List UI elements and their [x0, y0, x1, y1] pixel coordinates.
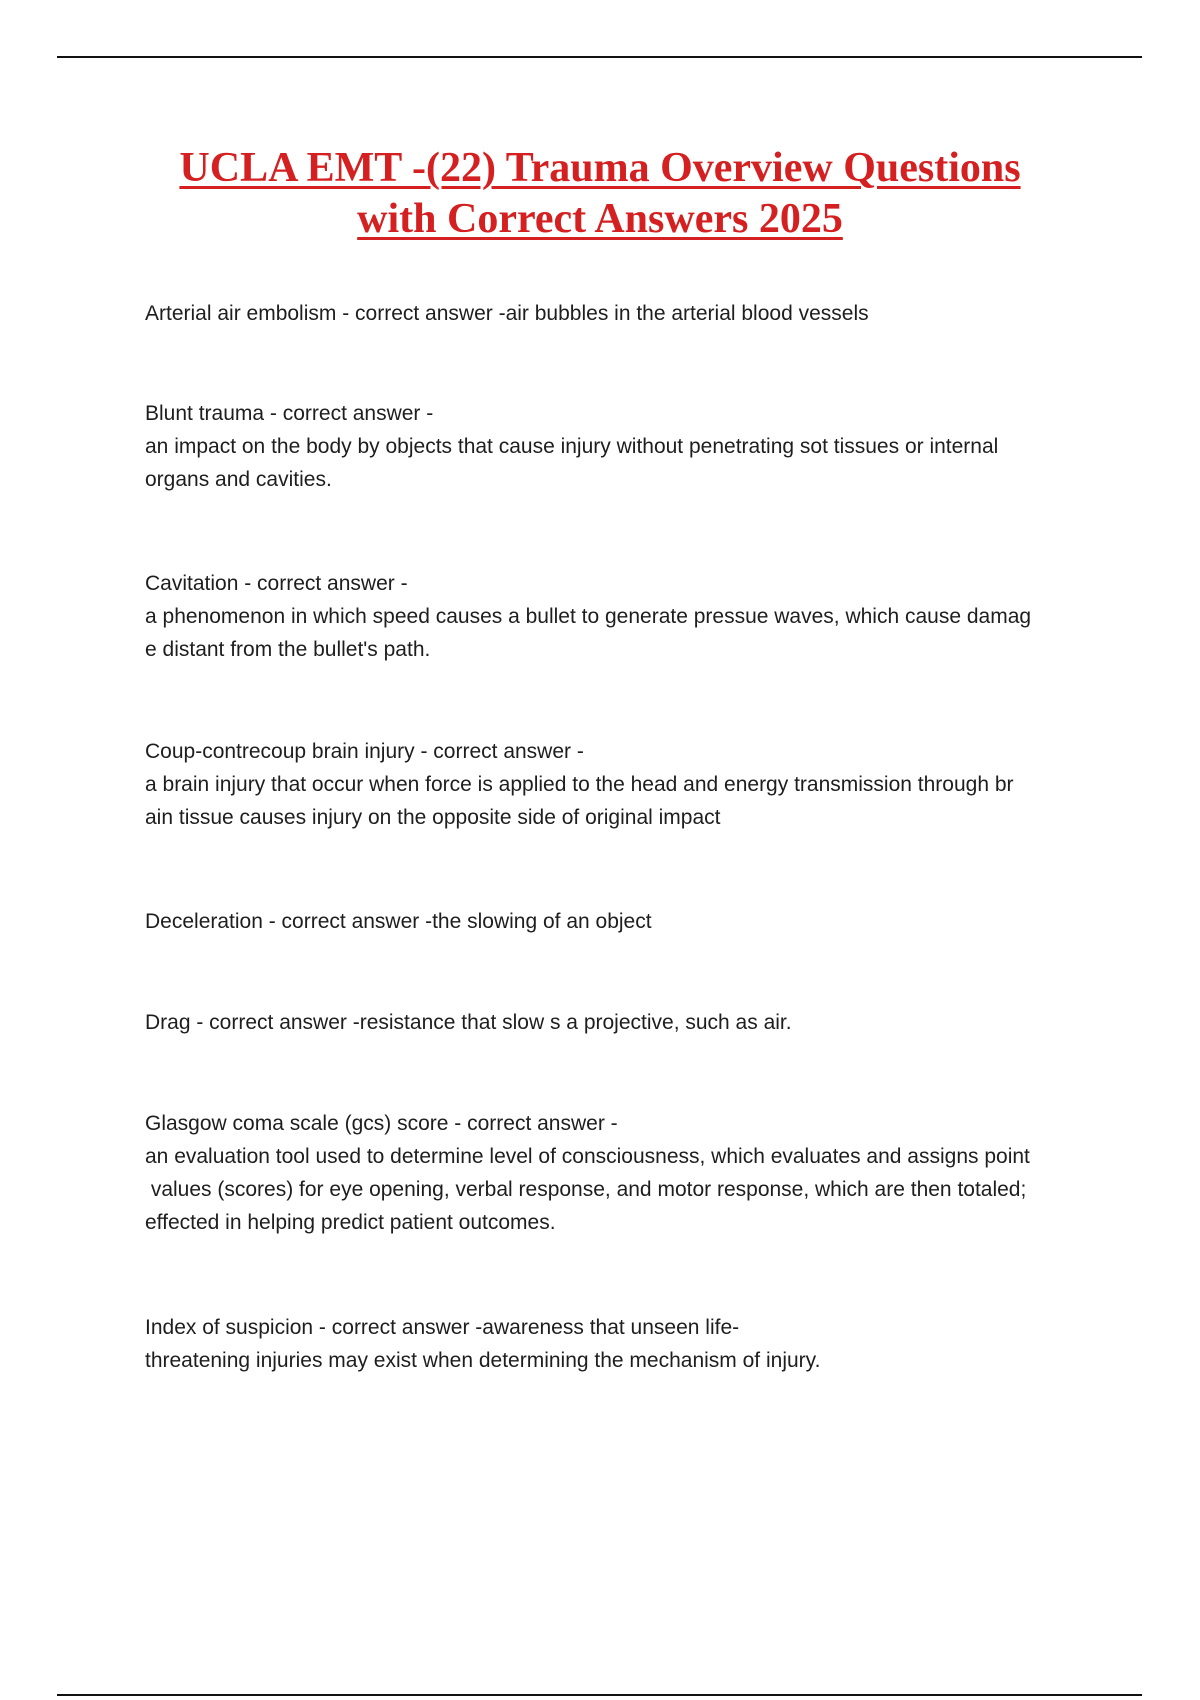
entry-drag: [145, 1006, 1085, 1039]
entry-line: ain tissue causes injury on the opposite side of original impact: [145, 806, 721, 829]
entry-line: Drag - correct answer -resistance that slow s a projective, such as air.: [145, 1011, 792, 1034]
bottom-rule: [57, 1694, 1142, 1696]
entry-line: Glasgow coma scale (gcs) score - correct answer -: [145, 1112, 618, 1135]
entry-line: values (scores) for eye opening, verbal response, and motor response, which are then totaled;: [145, 1178, 1027, 1201]
entry-line: threatening injuries may exist when determining the mechanism of injury.: [145, 1349, 821, 1372]
document-title: [100, 143, 1100, 245]
entry-coup-contrecoup: [145, 735, 1085, 834]
entry-deceleration: [145, 905, 1085, 938]
entry-cavitation: [145, 567, 1085, 666]
entry-line: an impact on the body by objects that cause injury without penetrating sot tissues or internal: [145, 435, 999, 458]
entry-line: e distant from the bullet's path.: [145, 638, 431, 661]
entry-blunt-trauma: [145, 397, 1085, 496]
entry-line: Deceleration - correct answer -the slowing of an object: [145, 910, 652, 933]
entry-line: Arterial air embolism - correct answer -air bubbles in the arterial blood vessels: [145, 302, 869, 325]
entry-arterial-air-embolism: [145, 297, 1085, 330]
title-line-2: with Correct Answers 2025: [357, 196, 843, 242]
entry-line: organs and cavities.: [145, 468, 332, 491]
entry-line: Cavitation - correct answer -: [145, 572, 408, 595]
top-rule: [57, 56, 1142, 58]
entry-line: Index of suspicion - correct answer -awareness that unseen life-: [145, 1316, 740, 1339]
entry-line: an evaluation tool used to determine level of consciousness, which evaluates and assigns point: [145, 1145, 1030, 1168]
title-line-1: UCLA EMT -(22) Trauma Overview Questions: [179, 145, 1021, 191]
entry-line: a phenomenon in which speed causes a bullet to generate pressue waves, which cause damag: [145, 605, 1032, 628]
entry-line: Blunt trauma - correct answer -: [145, 402, 434, 425]
entry-index-of-suspicion: [145, 1311, 1085, 1377]
entry-line: effected in helping predict patient outcomes.: [145, 1211, 556, 1234]
entry-glasgow-coma-scale: [145, 1107, 1085, 1239]
entry-line: a brain injury that occur when force is applied to the head and energy transmission through br: [145, 773, 1014, 796]
entry-line: Coup-contrecoup brain injury - correct answer -: [145, 740, 584, 763]
